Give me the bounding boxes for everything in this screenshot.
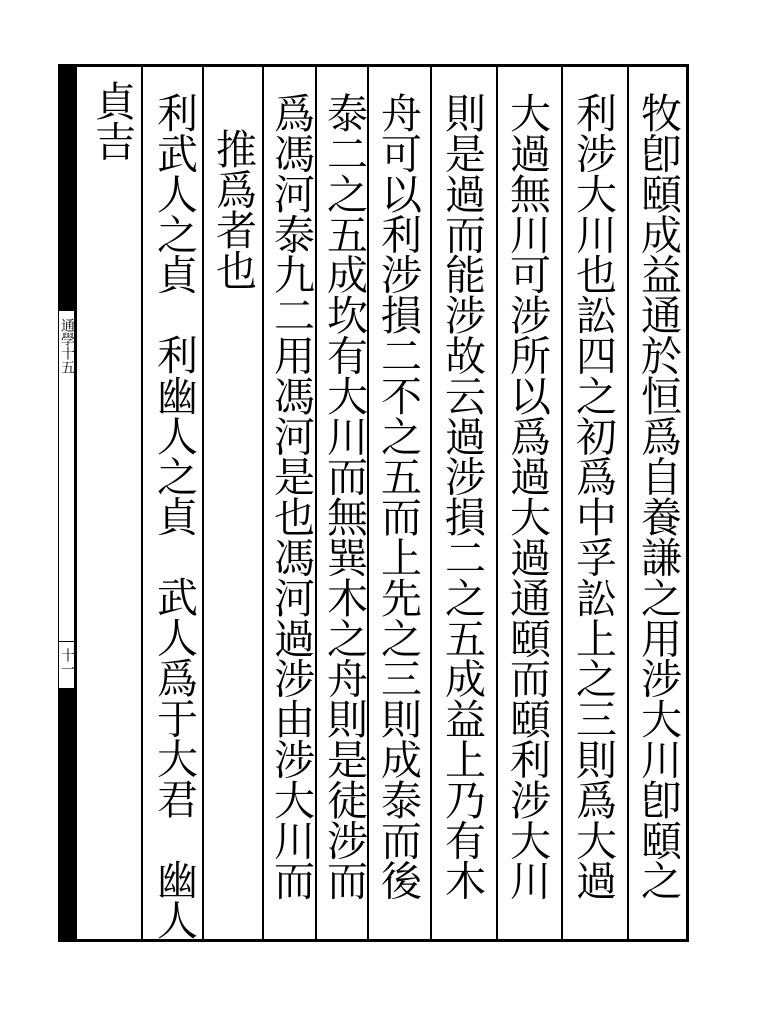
text-segment: 利幽人之貞	[150, 334, 198, 537]
text-column-8: 推爲者也	[209, 128, 257, 290]
column-divider	[627, 67, 629, 939]
text-column-3: 大過無川可涉所以爲過大過通頤而頤利涉大川	[503, 92, 551, 901]
column-divider	[141, 67, 143, 939]
text-segment: 武人爲于大君	[150, 576, 198, 819]
column-divider	[561, 67, 563, 939]
column-divider	[315, 67, 317, 939]
text-column-10: 貞吉	[88, 80, 136, 161]
text-column-2: 利涉大川也訟四之初爲中孚訟上之三則爲大過	[569, 92, 617, 901]
text-segment: 利武人之貞	[150, 92, 198, 295]
column-divider	[496, 67, 498, 939]
column-divider	[262, 67, 264, 939]
text-segment: 幽人	[150, 858, 198, 940]
page-number: 十一	[59, 648, 75, 676]
text-column-6: 泰二之五成坎有大川而無巽木之舟則是徒涉而	[320, 92, 368, 901]
text-column-7: 爲馮河泰九二用馮河是也馮河過涉由涉大川而	[267, 92, 315, 901]
column-divider	[430, 67, 432, 939]
text-column-9	[150, 92, 198, 939]
text-column-1: 牧卽頤成益通於恒爲自養謙之用涉大川卽頤之	[634, 92, 682, 901]
text-column-5: 舟可以利涉損二不之五而上先之三則成泰而後	[374, 92, 422, 901]
text-column-4: 則是過而能涉故云過涉損二之五成益上乃有木	[438, 92, 486, 901]
column-divider	[202, 67, 204, 939]
spine-title: 通學十五	[59, 318, 75, 374]
